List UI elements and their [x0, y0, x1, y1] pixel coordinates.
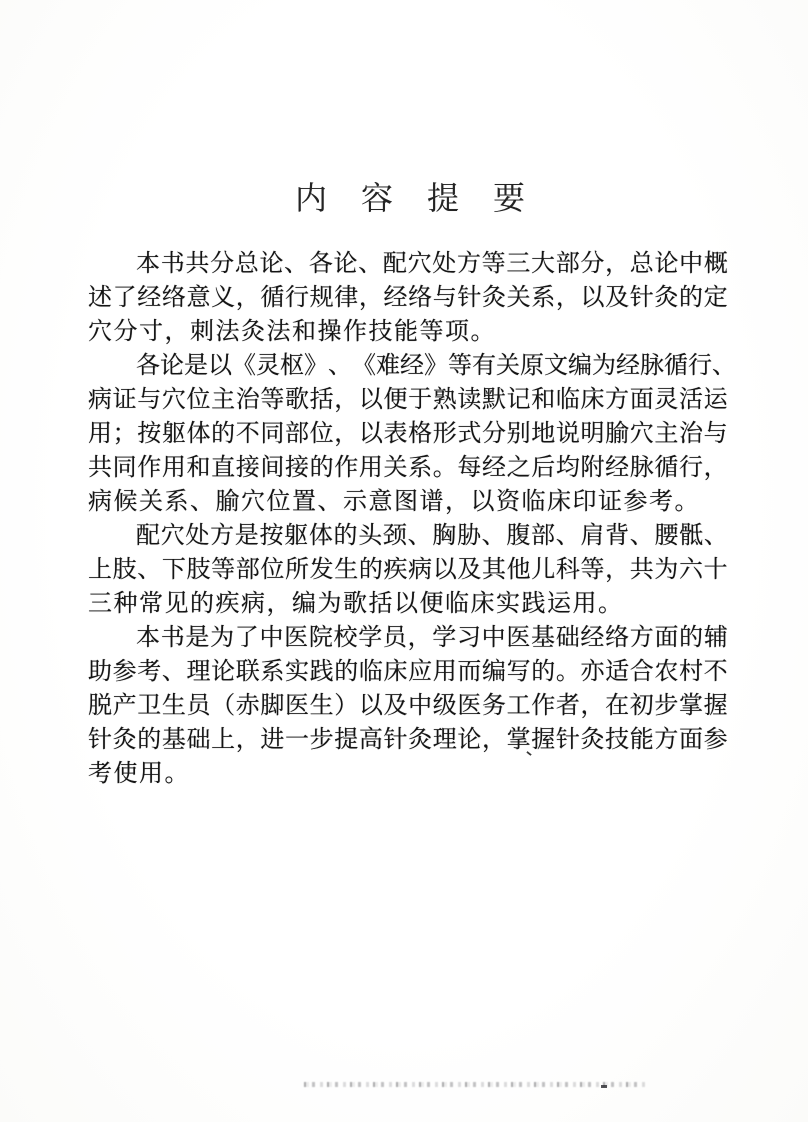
bleedthrough-text-line [304, 1082, 648, 1087]
title-char: 提 [427, 180, 460, 216]
text-line: 病 证 与 穴 位 主 治 等 歌 括 ， 以 便 于 熟 读 默 记 和 临 床 方 面 灵 活 运 [88, 387, 728, 413]
text-line: 本 书 是 为 了 中 医 院 校 学 员 ， 学 习 中 医 基 础 经 络 方 面 的 辅 [136, 625, 728, 651]
text-line: 穴分寸，刺法灸法和操作技能等项。 [88, 319, 496, 345]
text-line: 上 肢 、 下 肢 等 部 位 所 发 生 的 疾 病 以 及 其 他 儿 科 等 ， 共 为 六 十 [88, 557, 728, 583]
text-line: 病候关系、腧穴位置、示意图谱，以资临床印证参考。 [88, 489, 700, 515]
title-char: 内 [294, 180, 327, 216]
text-line: 三种常见的疾病，编为歌括以便临床实践运用。 [88, 591, 624, 617]
text-line: 述 了 经 络 意 义 ， 循 行 规 律 ， 经 络 与 针 灸 关 系 ， 以 及 针 灸 的 定 [88, 285, 728, 311]
summary-text-block [88, 247, 736, 791]
bleedthrough-speck [601, 1085, 607, 1088]
text-line: 共 同 作 用 和 直 接 间 接 的 作 用 关 系 。 每 经 之 后 均 附 经 脉 循 行 ， [88, 455, 728, 481]
text-line: 脱 产 卫 生 员 （ 赤 脚 医 生 ） 以 及 中 级 医 务 工 作 者 ， 在 初 步 掌 握 [88, 693, 728, 719]
page-title [6, 181, 808, 215]
text-line: 各 论 是 以 《 灵 枢 》 、 《 难 经 》 等 有 关 原 文 编 为 经 脉 循 行 、 [136, 353, 736, 379]
text-line: 本 书 共 分 总 论 、 各 论 、 配 穴 处 方 等 三 大 部 分 ， 总 论 中 概 [136, 251, 728, 277]
text-line: 助 参 考 、 理 论 联 系 实 践 的 临 床 应 用 而 编 写 的 。 亦 适 合 农 村 不 [88, 659, 728, 685]
text-line: 用 ； 按 躯 体 的 不 同 部 位 ， 以 表 格 形 式 分 别 地 说 明 腧 穴 主 治 与 [88, 421, 728, 447]
text-line: 考使用。 [88, 761, 190, 787]
title-char: 要 [493, 180, 526, 216]
text-line: 配 穴 处 方 是 按 躯 体 的 头 颈 、 胸 胁 、 腹 部 、 肩 背 、 腰 骶 、 [136, 523, 728, 549]
text-line: 针 灸 的 基 础 上 ， 进 一 步 提 高 针 灸 理 论 ， 掌 握 针 灸 技 能 方 面 参 [88, 727, 728, 753]
title-char: 容 [360, 180, 393, 216]
stray-ink-mark [527, 748, 534, 755]
